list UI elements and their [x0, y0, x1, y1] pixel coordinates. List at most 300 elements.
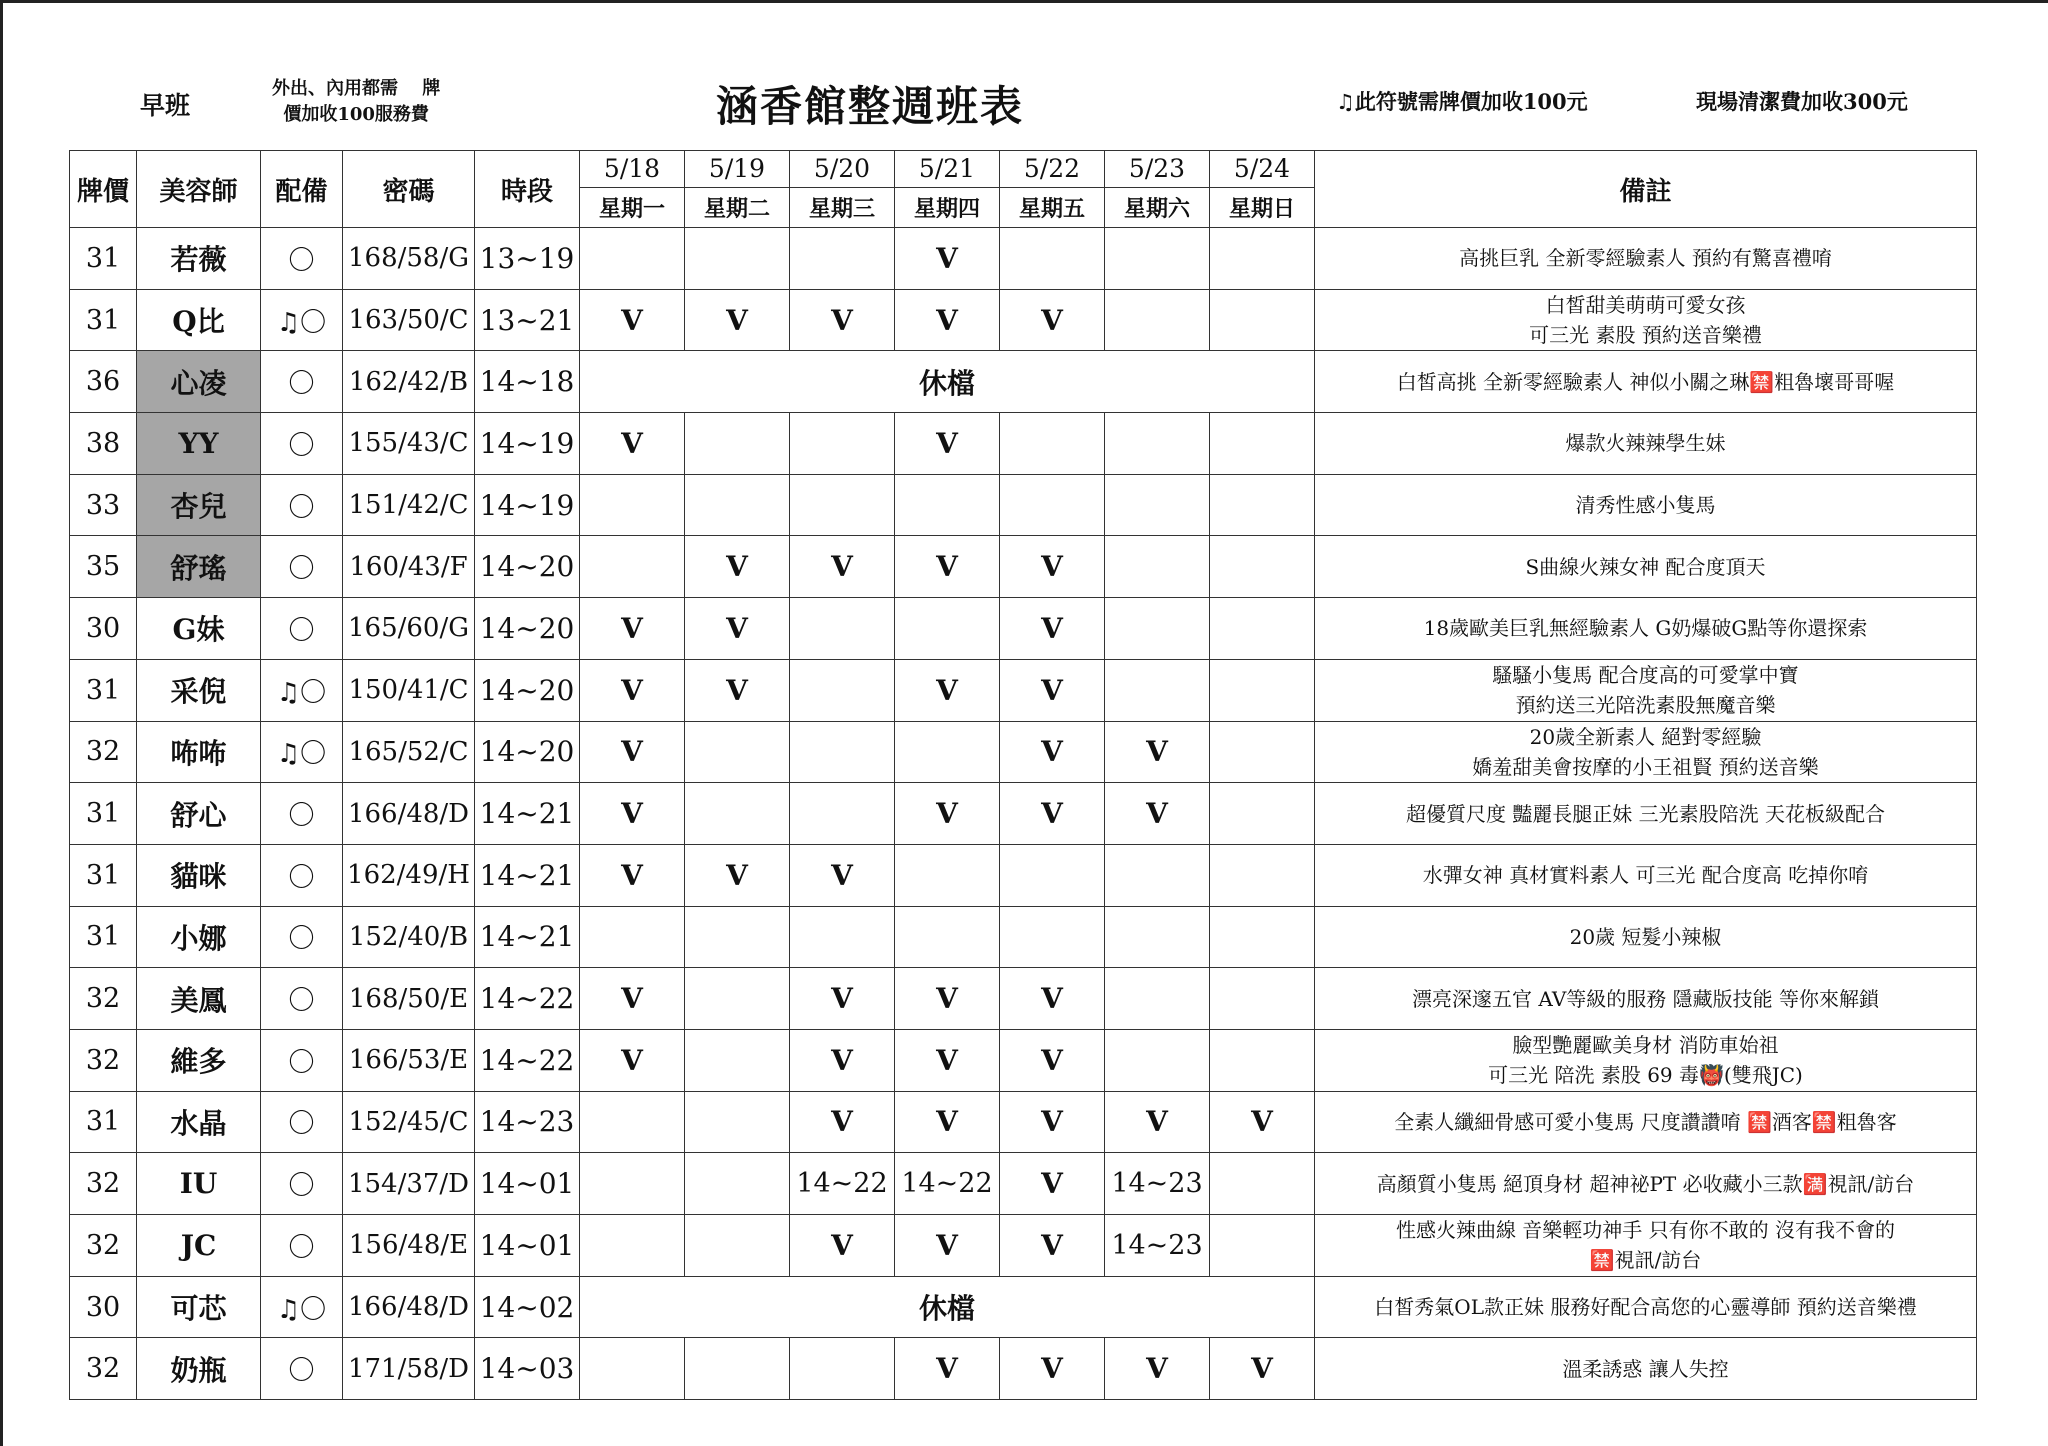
day-cell — [580, 1338, 685, 1400]
day-cell — [1000, 844, 1105, 906]
equipment-cell: ♫〇 — [261, 659, 343, 721]
time-slot-cell: 14~20 — [475, 659, 580, 721]
day-cell: V — [1000, 968, 1105, 1030]
day-cell: 14~23 — [1105, 1215, 1210, 1277]
time-slot-cell: 14~21 — [475, 844, 580, 906]
code-cell: 160/43/F — [343, 536, 475, 598]
day-cell: V — [895, 659, 1000, 721]
day-cell: V — [685, 844, 790, 906]
day-cell: V — [790, 1091, 895, 1153]
price-cell: 31 — [70, 906, 137, 968]
equipment-cell: 〇 — [261, 1215, 343, 1277]
remark-cell — [1315, 1338, 1977, 1400]
day-cell: V — [1000, 289, 1105, 351]
code-cell: 163/50/C — [343, 289, 475, 351]
remark-line: 可三光 素股 預約送音樂禮 — [1529, 323, 1762, 348]
day-cell: V — [895, 1215, 1000, 1277]
day-cell: V — [685, 598, 790, 660]
beautician-name: 美鳳 — [137, 968, 261, 1030]
table-row — [70, 474, 1977, 536]
day-cell: V — [895, 1029, 1000, 1091]
table-row — [70, 536, 1977, 598]
remark-line: 溫柔誘惑 讓人失控 — [1562, 1356, 1729, 1381]
equipment-cell: 〇 — [261, 598, 343, 660]
day-cell — [895, 474, 1000, 536]
day-cell — [685, 413, 790, 475]
service-fee-note-line1: 外出、內用都需 牌 — [272, 78, 441, 99]
header-time: 時段 — [475, 151, 580, 228]
day-cell: V — [895, 968, 1000, 1030]
beautician-name: 維多 — [137, 1029, 261, 1091]
day-cell — [1105, 536, 1210, 598]
time-slot-cell: 14~19 — [475, 474, 580, 536]
day-cell — [790, 906, 895, 968]
day-cell — [1105, 289, 1210, 351]
beautician-name: G妹 — [137, 598, 261, 660]
code-cell: 154/37/D — [343, 1153, 475, 1215]
day-cell: V — [1000, 1215, 1105, 1277]
day-cell — [1210, 844, 1315, 906]
price-cell: 33 — [70, 474, 137, 536]
day-cell — [580, 474, 685, 536]
table-row — [70, 413, 1977, 475]
day-cell — [580, 228, 685, 290]
time-slot-cell: 14~21 — [475, 906, 580, 968]
code-cell: 155/43/C — [343, 413, 475, 475]
day-cell: V — [1210, 1338, 1315, 1400]
header-weekday: 星期四 — [895, 188, 1000, 228]
header-date: 5/18 — [580, 151, 685, 188]
code-cell: 152/45/C — [343, 1091, 475, 1153]
equipment-cell: 〇 — [261, 351, 343, 413]
header-date: 5/23 — [1105, 151, 1210, 188]
day-cell: V — [1000, 536, 1105, 598]
price-cell: 31 — [70, 783, 137, 845]
rest-cell: 休檔 — [580, 1276, 1315, 1338]
beautician-name: 貓咪 — [137, 844, 261, 906]
day-cell — [1210, 906, 1315, 968]
day-cell: V — [1105, 1091, 1210, 1153]
remark-cell — [1315, 659, 1977, 721]
code-cell: 168/50/E — [343, 968, 475, 1030]
day-cell — [1210, 659, 1315, 721]
day-cell — [790, 783, 895, 845]
equipment-cell: 〇 — [261, 1338, 343, 1400]
price-cell: 38 — [70, 413, 137, 475]
time-slot-cell: 14~18 — [475, 351, 580, 413]
price-cell: 32 — [70, 968, 137, 1030]
remark-line: 高顏質小隻馬 絕頂身材 超神祕PT 必收藏小三款🈵視訊/訪台 — [1376, 1171, 1915, 1196]
time-slot-cell: 14~19 — [475, 413, 580, 475]
header-date: 5/21 — [895, 151, 1000, 188]
header-date: 5/22 — [1000, 151, 1105, 188]
code-cell: 166/53/E — [343, 1029, 475, 1091]
day-cell — [580, 906, 685, 968]
price-cell: 32 — [70, 1029, 137, 1091]
remark-line: 白皙秀氣OL款正妹 服務好配合高您的心靈導師 預約送音樂禮 — [1374, 1295, 1917, 1320]
beautician-name: Q比 — [137, 289, 261, 351]
remark-cell — [1315, 1276, 1977, 1338]
time-slot-cell: 14~20 — [475, 721, 580, 783]
remark-cell — [1315, 351, 1977, 413]
equipment-cell: 〇 — [261, 1091, 343, 1153]
code-cell: 162/49/H — [343, 844, 475, 906]
remark-line: 預約送三光陪洗素股無魔音樂 — [1515, 693, 1776, 718]
table-row — [70, 228, 1977, 290]
day-cell — [1210, 228, 1315, 290]
table-row — [70, 351, 1977, 413]
header-date: 5/19 — [685, 151, 790, 188]
day-cell — [1210, 413, 1315, 475]
day-cell — [1105, 228, 1210, 290]
day-cell: V — [580, 844, 685, 906]
day-cell — [895, 844, 1000, 906]
equipment-cell: 〇 — [261, 844, 343, 906]
shift-label: 早班 — [140, 91, 191, 120]
day-cell: V — [790, 289, 895, 351]
header-weekday: 星期一 — [580, 188, 685, 228]
remark-line: 18歲歐美巨乳無經驗素人 G奶爆破G點等你還探索 — [1423, 616, 1868, 641]
code-cell: 151/42/C — [343, 474, 475, 536]
remark-line: 🈲視訊/訪台 — [1589, 1248, 1702, 1273]
day-cell: V — [1000, 1029, 1105, 1091]
day-cell — [790, 474, 895, 536]
day-cell — [1210, 721, 1315, 783]
page-title: 涵香館整週班表 — [716, 82, 1025, 131]
header-weekday: 星期六 — [1105, 188, 1210, 228]
price-cell: 32 — [70, 721, 137, 783]
remark-cell — [1315, 413, 1977, 475]
price-cell: 31 — [70, 1091, 137, 1153]
day-cell: V — [580, 721, 685, 783]
day-cell: 14~22 — [895, 1153, 1000, 1215]
beautician-name: 若薇 — [137, 228, 261, 290]
day-cell: V — [790, 1029, 895, 1091]
day-cell — [1105, 968, 1210, 1030]
time-slot-cell: 14~03 — [475, 1338, 580, 1400]
day-cell — [790, 659, 895, 721]
day-cell: V — [895, 536, 1000, 598]
day-cell: V — [790, 968, 895, 1030]
remark-line: 漂亮深邃五官 AV等級的服務 隱藏版技能 等你來解鎖 — [1412, 986, 1879, 1011]
remark-line: 20歲全新素人 絕對零經驗 — [1529, 724, 1762, 749]
remark-cell — [1315, 844, 1977, 906]
code-cell: 166/48/D — [343, 783, 475, 845]
day-cell — [1210, 783, 1315, 845]
day-cell — [685, 1338, 790, 1400]
remark-cell — [1315, 228, 1977, 290]
equipment-cell: ♫〇 — [261, 1276, 343, 1338]
day-cell — [790, 721, 895, 783]
header-remark: 備註 — [1315, 151, 1977, 228]
table-row — [70, 1029, 1977, 1091]
page-border-left — [0, 0, 3, 1446]
table-row — [70, 1276, 1977, 1338]
equipment-cell: 〇 — [261, 1029, 343, 1091]
price-cell: 30 — [70, 598, 137, 660]
day-cell: V — [1000, 721, 1105, 783]
price-cell: 31 — [70, 228, 137, 290]
header-beautician: 美容師 — [137, 151, 261, 228]
beautician-name: JC — [137, 1215, 261, 1277]
time-slot-cell: 13~19 — [475, 228, 580, 290]
day-cell: V — [895, 228, 1000, 290]
schedule-rows — [70, 228, 1977, 1400]
day-cell: V — [1105, 721, 1210, 783]
equipment-cell: 〇 — [261, 474, 343, 536]
day-cell — [1210, 474, 1315, 536]
remark-cell — [1315, 1153, 1977, 1215]
day-cell — [685, 968, 790, 1030]
day-cell — [685, 1215, 790, 1277]
day-cell: V — [580, 1029, 685, 1091]
day-cell — [1210, 968, 1315, 1030]
day-cell — [580, 1091, 685, 1153]
day-cell: V — [685, 659, 790, 721]
day-cell — [685, 906, 790, 968]
code-cell: 168/58/G — [343, 228, 475, 290]
header-code: 密碼 — [343, 151, 475, 228]
time-slot-cell: 13~21 — [475, 289, 580, 351]
remark-cell — [1315, 536, 1977, 598]
day-cell: V — [895, 289, 1000, 351]
service-fee-note — [272, 76, 440, 128]
day-cell: V — [1000, 1153, 1105, 1215]
day-cell — [895, 906, 1000, 968]
day-cell: V — [790, 1215, 895, 1277]
remark-cell — [1315, 721, 1977, 783]
cleaning-fee-note: 現場清潔費加收300元 — [1696, 89, 1908, 114]
code-cell: 152/40/B — [343, 906, 475, 968]
remark-line: 可三光 陪洗 素股 69 毒👹(雙飛JC) — [1488, 1063, 1803, 1088]
code-cell: 165/52/C — [343, 721, 475, 783]
time-slot-cell: 14~20 — [475, 598, 580, 660]
table-row — [70, 659, 1977, 721]
beautician-name: 杏兒 — [137, 474, 261, 536]
equipment-cell: 〇 — [261, 536, 343, 598]
day-cell — [1105, 598, 1210, 660]
day-cell: V — [580, 598, 685, 660]
day-cell — [1000, 474, 1105, 536]
day-cell — [1210, 598, 1315, 660]
day-cell: V — [1000, 1091, 1105, 1153]
code-cell: 165/60/G — [343, 598, 475, 660]
table-row — [70, 1215, 1977, 1277]
day-cell: V — [580, 413, 685, 475]
remark-cell — [1315, 906, 1977, 968]
price-cell: 32 — [70, 1338, 137, 1400]
table-row — [70, 1091, 1977, 1153]
beautician-name: 小娜 — [137, 906, 261, 968]
table-row — [70, 1153, 1977, 1215]
day-cell — [1210, 1029, 1315, 1091]
header-weekday: 星期三 — [790, 188, 895, 228]
day-cell — [685, 1153, 790, 1215]
remark-line: 白皙甜美萌萌可愛女孩 — [1545, 293, 1746, 318]
header-date: 5/20 — [790, 151, 895, 188]
beautician-name: IU — [137, 1153, 261, 1215]
price-cell: 30 — [70, 1276, 137, 1338]
day-cell — [895, 721, 1000, 783]
day-cell: V — [1105, 783, 1210, 845]
day-cell — [790, 228, 895, 290]
day-cell: V — [580, 659, 685, 721]
price-cell: 31 — [70, 844, 137, 906]
beautician-name: 奶瓶 — [137, 1338, 261, 1400]
day-cell: V — [1210, 1091, 1315, 1153]
equipment-cell: 〇 — [261, 413, 343, 475]
table-row — [70, 289, 1977, 351]
equipment-cell: 〇 — [261, 783, 343, 845]
beautician-name: 水晶 — [137, 1091, 261, 1153]
table-row — [70, 906, 1977, 968]
day-cell: V — [580, 783, 685, 845]
time-slot-cell: 14~02 — [475, 1276, 580, 1338]
day-cell — [1105, 659, 1210, 721]
remark-line: 高挑巨乳 全新零經驗素人 預約有驚喜禮唷 — [1459, 246, 1832, 271]
day-cell — [1210, 289, 1315, 351]
beautician-name: 可芯 — [137, 1276, 261, 1338]
day-cell: V — [895, 1338, 1000, 1400]
rest-cell: 休檔 — [580, 351, 1315, 413]
time-slot-cell: 14~01 — [475, 1215, 580, 1277]
table-row — [70, 721, 1977, 783]
service-fee-note-line2: 價加收100服務費 — [283, 104, 429, 125]
day-cell: V — [1000, 598, 1105, 660]
remark-line: 20歲 短髮小辣椒 — [1569, 924, 1722, 949]
equipment-cell: ♫〇 — [261, 721, 343, 783]
table-row — [70, 1338, 1977, 1400]
remark-line: 水彈女神 真材實料素人 可三光 配合度高 吃掉你唷 — [1422, 863, 1869, 888]
remark-cell — [1315, 474, 1977, 536]
weekly-schedule-table — [69, 150, 1977, 1400]
day-cell — [685, 721, 790, 783]
day-cell: V — [1000, 659, 1105, 721]
day-cell — [580, 536, 685, 598]
beautician-name: 舒心 — [137, 783, 261, 845]
day-cell — [1105, 1029, 1210, 1091]
equipment-cell: ♫〇 — [261, 289, 343, 351]
time-slot-cell: 14~20 — [475, 536, 580, 598]
day-cell — [1000, 228, 1105, 290]
day-cell: 14~23 — [1105, 1153, 1210, 1215]
day-cell — [1000, 906, 1105, 968]
header-weekday: 星期日 — [1210, 188, 1315, 228]
remark-line: 臉型艷麗歐美身材 消防車始祖 — [1512, 1033, 1779, 1058]
day-cell — [790, 413, 895, 475]
remark-cell — [1315, 289, 1977, 351]
code-cell: 171/58/D — [343, 1338, 475, 1400]
header-weekday: 星期五 — [1000, 188, 1105, 228]
equipment-cell: 〇 — [261, 1153, 343, 1215]
code-cell: 150/41/C — [343, 659, 475, 721]
time-slot-cell: 14~01 — [475, 1153, 580, 1215]
equipment-cell: 〇 — [261, 228, 343, 290]
day-cell — [1105, 413, 1210, 475]
day-cell: V — [895, 413, 1000, 475]
day-cell — [1000, 413, 1105, 475]
day-cell — [685, 228, 790, 290]
price-cell: 32 — [70, 1153, 137, 1215]
remark-cell — [1315, 1029, 1977, 1091]
price-cell: 36 — [70, 351, 137, 413]
remark-line: 嬌羞甜美會按摩的小王祖賢 預約送音樂 — [1472, 754, 1819, 779]
day-cell: V — [790, 536, 895, 598]
time-slot-cell: 14~22 — [475, 968, 580, 1030]
day-cell — [1210, 1215, 1315, 1277]
header-price: 牌價 — [70, 151, 137, 228]
beautician-name: 采倪 — [137, 659, 261, 721]
time-slot-cell: 14~21 — [475, 783, 580, 845]
code-cell: 162/42/B — [343, 351, 475, 413]
day-cell — [685, 1029, 790, 1091]
remark-line: S曲線火辣女神 配合度頂天 — [1525, 554, 1766, 579]
table-row — [70, 783, 1977, 845]
symbol-surcharge-note: ♫此符號需牌價加收100元 — [1336, 89, 1588, 114]
equipment-cell: 〇 — [261, 968, 343, 1030]
day-cell: V — [580, 289, 685, 351]
day-cell — [1210, 1153, 1315, 1215]
code-cell: 156/48/E — [343, 1215, 475, 1277]
day-cell: V — [1105, 1338, 1210, 1400]
table-row — [70, 968, 1977, 1030]
day-cell: V — [895, 1091, 1000, 1153]
price-cell: 31 — [70, 659, 137, 721]
day-cell — [1105, 844, 1210, 906]
remark-line: 全素人纖細骨感可愛小隻馬 尺度讚讚唷 🈲酒客🈲粗魯客 — [1394, 1109, 1897, 1134]
time-slot-cell: 14~22 — [475, 1029, 580, 1091]
day-cell: 14~22 — [790, 1153, 895, 1215]
header-date: 5/24 — [1210, 151, 1315, 188]
page-border-top — [0, 0, 2048, 3]
table-row — [70, 598, 1977, 660]
day-cell: V — [895, 783, 1000, 845]
price-cell: 32 — [70, 1215, 137, 1277]
equipment-cell: 〇 — [261, 906, 343, 968]
remark-cell — [1315, 1215, 1977, 1277]
day-cell: V — [790, 844, 895, 906]
beautician-name: 心凌 — [137, 351, 261, 413]
day-cell: V — [1000, 1338, 1105, 1400]
day-cell — [580, 1215, 685, 1277]
day-cell — [895, 598, 1000, 660]
day-cell — [790, 598, 895, 660]
remark-line: 超優質尺度 豔麗長腿正妹 三光素股陪洗 天花板級配合 — [1405, 801, 1886, 826]
remark-cell — [1315, 598, 1977, 660]
day-cell: V — [1000, 783, 1105, 845]
code-cell: 166/48/D — [343, 1276, 475, 1338]
day-cell — [685, 474, 790, 536]
day-cell — [790, 1338, 895, 1400]
price-cell: 35 — [70, 536, 137, 598]
remark-line: 性感火辣曲線 音樂輕功神手 只有你不敢的 沒有我不會的 — [1395, 1218, 1896, 1243]
day-cell — [1105, 906, 1210, 968]
remark-line: 爆款火辣辣學生妹 — [1565, 431, 1726, 456]
remark-cell — [1315, 783, 1977, 845]
header-equipment: 配備 — [261, 151, 343, 228]
day-cell: V — [580, 968, 685, 1030]
day-cell — [1105, 474, 1210, 536]
price-cell: 31 — [70, 289, 137, 351]
day-cell: V — [685, 536, 790, 598]
day-cell — [685, 1091, 790, 1153]
day-cell — [580, 1153, 685, 1215]
day-cell — [685, 783, 790, 845]
header-weekday: 星期二 — [685, 188, 790, 228]
remark-line: 白皙高挑 全新零經驗素人 神似小關之琳🈲粗魯壞哥哥喔 — [1396, 369, 1895, 394]
beautician-name: YY — [137, 413, 261, 475]
remark-cell — [1315, 968, 1977, 1030]
